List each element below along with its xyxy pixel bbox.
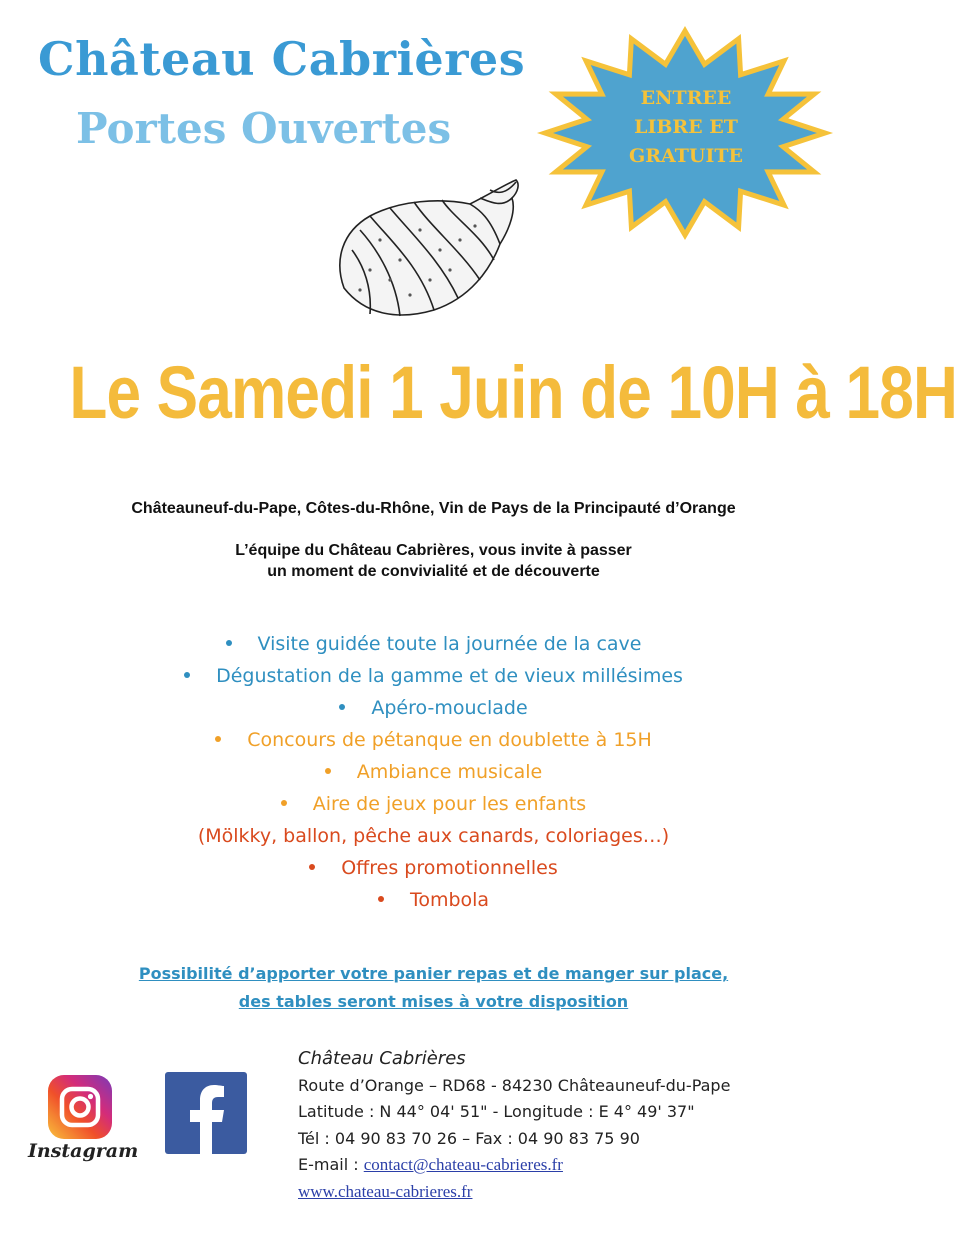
badge-line-1: ENTREE (640, 87, 732, 109)
instagram-glyph-icon (48, 1075, 112, 1139)
activity-item-note: (Mölkky, ballon, pêche aux canards, coloriages…) (197, 825, 670, 847)
badge-line-2: LIBRE ET (634, 116, 738, 138)
invitation-line-2: un moment de convivialité et de découverte (267, 563, 600, 580)
activity-item: Visite guidée toute la journée de la cave (0, 628, 867, 660)
page-subtitle: Portes Ouvertes (76, 104, 452, 153)
picnic-note (0, 960, 867, 1016)
facebook-icon[interactable] (165, 1072, 247, 1154)
instagram-label: Instagram (28, 1140, 139, 1162)
appellations-line: Châteauneuf-du-Pape, Côtes-du-Rhône, Vin de Pays de la Principauté d’Orange (131, 500, 736, 517)
activity-item: Apéro-mouclade (0, 692, 867, 724)
instagram-icon[interactable] (48, 1075, 112, 1139)
contact-block (298, 1046, 730, 1205)
activity-item: Aire de jeux pour les enfants (0, 788, 867, 820)
contact-name: Château Cabrières (298, 1048, 466, 1069)
activity-item: Concours de pétanque en doublette à 15H (0, 724, 867, 756)
invitation-line-1: L’équipe du Château Cabrières, vous invite à passer (235, 542, 632, 559)
contact-email-row (298, 1152, 730, 1179)
email-label: E-mail : (298, 1155, 364, 1174)
shell-illustration-icon (330, 170, 530, 330)
activity-item: Dégustation de la gamme et de vieux millésimes (0, 660, 867, 692)
website-link[interactable]: www.chateau-cabrieres.fr (298, 1181, 473, 1201)
badge-line-3: GRATUITE (629, 145, 743, 167)
contact-coordinates: Latitude : N 44° 04' 51" - Longitude : E 4° 49' 37" (298, 1102, 695, 1121)
activity-item: Offres promotionnelles (0, 852, 867, 884)
badge-text (578, 84, 794, 171)
bullet-icon (226, 640, 232, 646)
facebook-glyph-icon (165, 1072, 247, 1154)
activity-item: Ambiance musicale (0, 756, 867, 788)
picnic-note-line-2: des tables seront mises à votre disposition (238, 992, 629, 1011)
bullet-icon (325, 768, 331, 774)
picnic-note-line-1: Possibilité d’apporter votre panier repas et de manger sur place, (138, 964, 729, 983)
email-link[interactable]: contact@chateau-cabrieres.fr (363, 1155, 563, 1174)
activities-list (0, 628, 867, 916)
bullet-icon (184, 672, 190, 678)
bullet-icon (309, 864, 315, 870)
bullet-icon (378, 896, 384, 902)
event-date: Le Samedi 1 Juin de 10H à 18H (69, 351, 957, 434)
contact-phone: Tél : 04 90 83 70 26 – Fax : 04 90 83 75 90 (298, 1128, 640, 1148)
bullet-icon (339, 704, 345, 710)
page-title: Château Cabrières (38, 32, 526, 86)
bullet-icon (215, 736, 221, 742)
activity-item: Tombola (0, 884, 867, 916)
bullet-icon (281, 800, 287, 806)
contact-address: Route d’Orange – RD68 - 84230 Châteauneuf-du-Pape (298, 1075, 731, 1095)
invitation-text (0, 540, 867, 582)
